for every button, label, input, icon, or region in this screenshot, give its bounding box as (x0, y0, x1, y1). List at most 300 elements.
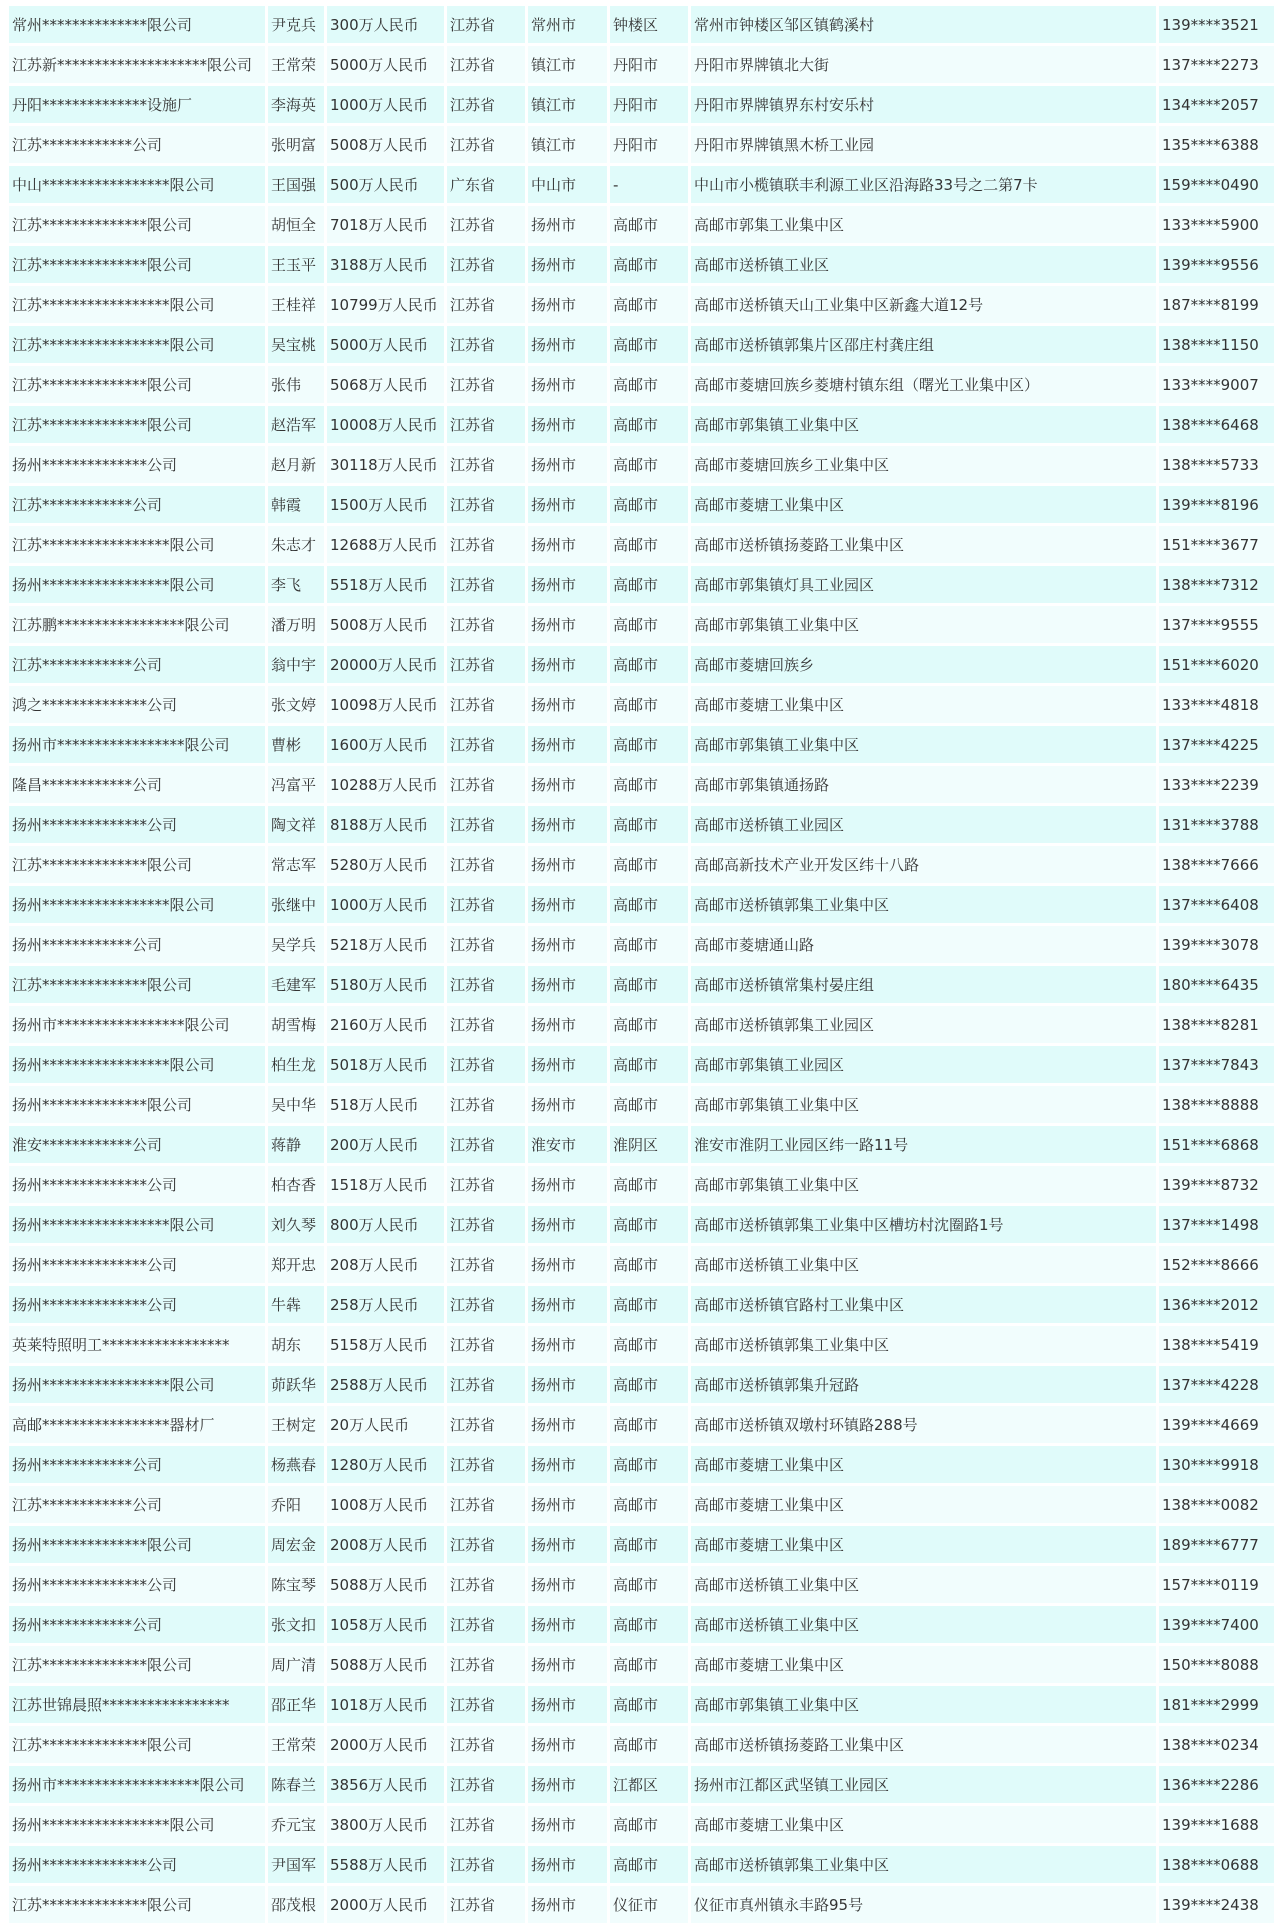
company-name-cell: 江苏**************限公司 (9, 366, 265, 403)
company-name-cell: 高邮*****************器材厂 (9, 1406, 265, 1443)
phone-cell: 138****7666 (1159, 846, 1274, 883)
address-cell: 仪征市真州镇永丰路95号 (691, 1886, 1156, 1923)
city-cell: 扬州市 (528, 566, 607, 603)
address-cell: 高邮市菱塘工业集中区 (691, 1446, 1156, 1483)
registered-capital-cell: 2588万人民币 (327, 1366, 444, 1403)
legal-rep-cell: 尹克兵 (268, 6, 324, 43)
table-row (9, 1486, 1274, 1523)
province-cell: 江苏省 (447, 1726, 525, 1763)
phone-cell: 151****3677 (1159, 526, 1274, 563)
table-row (9, 1286, 1274, 1323)
phone-cell: 139****3078 (1159, 926, 1274, 963)
address-cell: 高邮市送桥镇扬菱路工业集中区 (691, 526, 1156, 563)
address-cell: 淮安市淮阴工业园区纬一路11号 (691, 1126, 1156, 1163)
table-row (9, 166, 1274, 203)
table-row (9, 1726, 1274, 1763)
phone-cell: 137****2273 (1159, 46, 1274, 83)
phone-cell: 138****0082 (1159, 1486, 1274, 1523)
table-row (9, 1046, 1274, 1083)
city-cell: 扬州市 (528, 1406, 607, 1443)
legal-rep-cell: 胡恒全 (268, 206, 324, 243)
company-name-cell: 扬州**************公司 (9, 1166, 265, 1203)
table-row (9, 1246, 1274, 1283)
table-row (9, 1366, 1274, 1403)
legal-rep-cell: 李飞 (268, 566, 324, 603)
registered-capital-cell: 2000万人民币 (327, 1726, 444, 1763)
table-row (9, 1526, 1274, 1563)
phone-cell: 139****9556 (1159, 246, 1274, 283)
table-row (9, 966, 1274, 1003)
company-name-cell: 江苏鹏*****************限公司 (9, 606, 265, 643)
legal-rep-cell: 常志军 (268, 846, 324, 883)
city-cell: 扬州市 (528, 686, 607, 723)
table-row (9, 1086, 1274, 1123)
table-row (9, 1126, 1274, 1163)
address-cell: 高邮市菱塘工业集中区 (691, 1646, 1156, 1683)
table-row (9, 1406, 1274, 1443)
province-cell: 江苏省 (447, 406, 525, 443)
company-name-cell: 常州**************限公司 (9, 6, 265, 43)
phone-cell: 137****6408 (1159, 886, 1274, 923)
city-cell: 扬州市 (528, 246, 607, 283)
table-row (9, 1846, 1274, 1883)
district-cell: 丹阳市 (610, 86, 688, 123)
city-cell: 扬州市 (528, 206, 607, 243)
province-cell: 江苏省 (447, 486, 525, 523)
phone-cell: 130****9918 (1159, 1446, 1274, 1483)
province-cell: 江苏省 (447, 1326, 525, 1363)
table-row (9, 1766, 1274, 1803)
phone-cell: 138****5419 (1159, 1326, 1274, 1363)
company-name-cell: 江苏**************限公司 (9, 1886, 265, 1923)
registered-capital-cell: 1000万人民币 (327, 86, 444, 123)
company-table (6, 3, 1277, 1926)
address-cell: 高邮市菱塘通山路 (691, 926, 1156, 963)
table-row (9, 1166, 1274, 1203)
phone-cell: 133****4818 (1159, 686, 1274, 723)
province-cell: 江苏省 (447, 846, 525, 883)
district-cell: 高邮市 (610, 1286, 688, 1323)
phone-cell: 138****6468 (1159, 406, 1274, 443)
province-cell: 江苏省 (447, 6, 525, 43)
province-cell: 江苏省 (447, 446, 525, 483)
legal-rep-cell: 乔阳 (268, 1486, 324, 1523)
registered-capital-cell: 5008万人民币 (327, 606, 444, 643)
address-cell: 高邮市送桥镇工业集中区 (691, 1606, 1156, 1643)
registered-capital-cell: 5180万人民币 (327, 966, 444, 1003)
district-cell: 高邮市 (610, 1646, 688, 1683)
legal-rep-cell: 周广清 (268, 1646, 324, 1683)
company-name-cell: 扬州*****************限公司 (9, 886, 265, 923)
district-cell: 高邮市 (610, 806, 688, 843)
company-name-cell: 江苏************公司 (9, 646, 265, 683)
province-cell: 江苏省 (447, 1646, 525, 1683)
registered-capital-cell: 20万人民币 (327, 1406, 444, 1443)
district-cell: 高邮市 (610, 646, 688, 683)
registered-capital-cell: 1280万人民币 (327, 1446, 444, 1483)
company-name-cell: 江苏**************限公司 (9, 206, 265, 243)
company-name-cell: 江苏************公司 (9, 1486, 265, 1523)
registered-capital-cell: 5158万人民币 (327, 1326, 444, 1363)
address-cell: 高邮市送桥镇工业集中区 (691, 1566, 1156, 1603)
table-row (9, 1446, 1274, 1483)
legal-rep-cell: 王国强 (268, 166, 324, 203)
company-name-cell: 隆昌************公司 (9, 766, 265, 803)
city-cell: 扬州市 (528, 926, 607, 963)
registered-capital-cell: 800万人民币 (327, 1206, 444, 1243)
province-cell: 江苏省 (447, 286, 525, 323)
city-cell: 扬州市 (528, 1006, 607, 1043)
table-row (9, 646, 1274, 683)
registered-capital-cell: 2008万人民币 (327, 1526, 444, 1563)
phone-cell: 181****2999 (1159, 1686, 1274, 1723)
district-cell: 高邮市 (610, 1686, 688, 1723)
legal-rep-cell: 王常荣 (268, 46, 324, 83)
province-cell: 江苏省 (447, 1246, 525, 1283)
district-cell: 高邮市 (610, 1486, 688, 1523)
district-cell: 高邮市 (610, 606, 688, 643)
phone-cell: 135****6388 (1159, 126, 1274, 163)
district-cell: 高邮市 (610, 206, 688, 243)
address-cell: 高邮市送桥镇郭集工业集中区槽坊村沈圈路1号 (691, 1206, 1156, 1243)
table-row (9, 1686, 1274, 1723)
table-row (9, 686, 1274, 723)
legal-rep-cell: 冯富平 (268, 766, 324, 803)
address-cell: 高邮市送桥镇双墩村环镇路288号 (691, 1406, 1156, 1443)
address-cell: 高邮高新技术产业开发区纬十八路 (691, 846, 1156, 883)
company-name-cell: 扬州市*******************限公司 (9, 1766, 265, 1803)
province-cell: 江苏省 (447, 1566, 525, 1603)
company-name-cell: 江苏************公司 (9, 486, 265, 523)
phone-cell: 138****0688 (1159, 1846, 1274, 1883)
address-cell: 高邮市送桥镇工业区 (691, 246, 1156, 283)
legal-rep-cell: 张伟 (268, 366, 324, 403)
registered-capital-cell: 5280万人民币 (327, 846, 444, 883)
district-cell: 高邮市 (610, 846, 688, 883)
table-row (9, 846, 1274, 883)
province-cell: 江苏省 (447, 1806, 525, 1843)
district-cell: 高邮市 (610, 1606, 688, 1643)
legal-rep-cell: 曹彬 (268, 726, 324, 763)
phone-cell: 138****1150 (1159, 326, 1274, 363)
phone-cell: 137****4225 (1159, 726, 1274, 763)
city-cell: 扬州市 (528, 1446, 607, 1483)
table-row (9, 926, 1274, 963)
district-cell: 高邮市 (610, 326, 688, 363)
phone-cell: 138****8888 (1159, 1086, 1274, 1123)
registered-capital-cell: 2160万人民币 (327, 1006, 444, 1043)
city-cell: 中山市 (528, 166, 607, 203)
address-cell: 高邮市郭集镇工业集中区 (691, 1166, 1156, 1203)
city-cell: 扬州市 (528, 1286, 607, 1323)
province-cell: 江苏省 (447, 366, 525, 403)
district-cell: 高邮市 (610, 1846, 688, 1883)
district-cell: 高邮市 (610, 1326, 688, 1363)
registered-capital-cell: 5008万人民币 (327, 126, 444, 163)
registered-capital-cell: 8188万人民币 (327, 806, 444, 843)
company-name-cell: 英莱特照明工***************** (9, 1326, 265, 1363)
phone-cell: 139****7400 (1159, 1606, 1274, 1643)
legal-rep-cell: 王玉平 (268, 246, 324, 283)
district-cell: 高邮市 (610, 486, 688, 523)
registered-capital-cell: 5000万人民币 (327, 46, 444, 83)
legal-rep-cell: 乔元宝 (268, 1806, 324, 1843)
province-cell: 江苏省 (447, 1686, 525, 1723)
address-cell: 高邮市菱塘工业集中区 (691, 486, 1156, 523)
district-cell: 丹阳市 (610, 126, 688, 163)
district-cell: 高邮市 (610, 766, 688, 803)
district-cell: - (610, 166, 688, 203)
district-cell: 高邮市 (610, 1206, 688, 1243)
legal-rep-cell: 茆跃华 (268, 1366, 324, 1403)
address-cell: 高邮市郭集镇工业集中区 (691, 1686, 1156, 1723)
city-cell: 扬州市 (528, 1326, 607, 1363)
address-cell: 常州市钟楼区邹区镇鹤溪村 (691, 6, 1156, 43)
phone-cell: 151****6868 (1159, 1126, 1274, 1163)
district-cell: 高邮市 (610, 1446, 688, 1483)
table-row (9, 886, 1274, 923)
registered-capital-cell: 3856万人民币 (327, 1766, 444, 1803)
district-cell: 高邮市 (610, 1406, 688, 1443)
district-cell: 高邮市 (610, 286, 688, 323)
district-cell: 高邮市 (610, 886, 688, 923)
city-cell: 扬州市 (528, 1886, 607, 1923)
company-name-cell: 淮安************公司 (9, 1126, 265, 1163)
city-cell: 扬州市 (528, 486, 607, 523)
table-row (9, 46, 1274, 83)
phone-cell: 151****6020 (1159, 646, 1274, 683)
table-row (9, 766, 1274, 803)
address-cell: 丹阳市界牌镇北大街 (691, 46, 1156, 83)
legal-rep-cell: 张文婷 (268, 686, 324, 723)
table-row (9, 566, 1274, 603)
company-name-cell: 江苏************公司 (9, 126, 265, 163)
phone-cell: 137****1498 (1159, 1206, 1274, 1243)
province-cell: 江苏省 (447, 1766, 525, 1803)
district-cell: 高邮市 (610, 1166, 688, 1203)
province-cell: 江苏省 (447, 926, 525, 963)
registered-capital-cell: 1058万人民币 (327, 1606, 444, 1643)
legal-rep-cell: 赵月新 (268, 446, 324, 483)
phone-cell: 152****8666 (1159, 1246, 1274, 1283)
legal-rep-cell: 潘万明 (268, 606, 324, 643)
table-row (9, 1206, 1274, 1243)
table-row (9, 326, 1274, 363)
province-cell: 江苏省 (447, 1486, 525, 1523)
province-cell: 江苏省 (447, 1406, 525, 1443)
province-cell: 江苏省 (447, 46, 525, 83)
registered-capital-cell: 10008万人民币 (327, 406, 444, 443)
city-cell: 常州市 (528, 6, 607, 43)
city-cell: 扬州市 (528, 1686, 607, 1723)
district-cell: 高邮市 (610, 726, 688, 763)
legal-rep-cell: 朱志才 (268, 526, 324, 563)
phone-cell: 139****2438 (1159, 1886, 1274, 1923)
province-cell: 江苏省 (447, 1526, 525, 1563)
address-cell: 高邮市送桥镇郭集工业集中区 (691, 1326, 1156, 1363)
province-cell: 江苏省 (447, 1846, 525, 1883)
district-cell: 高邮市 (610, 1046, 688, 1083)
province-cell: 江苏省 (447, 86, 525, 123)
province-cell: 江苏省 (447, 726, 525, 763)
city-cell: 扬州市 (528, 1086, 607, 1123)
district-cell: 高邮市 (610, 1806, 688, 1843)
company-name-cell: 扬州**************公司 (9, 1246, 265, 1283)
phone-cell: 139****4669 (1159, 1406, 1274, 1443)
legal-rep-cell: 郑开忠 (268, 1246, 324, 1283)
province-cell: 广东省 (447, 166, 525, 203)
legal-rep-cell: 陶文祥 (268, 806, 324, 843)
address-cell: 高邮市郭集工业集中区 (691, 206, 1156, 243)
province-cell: 江苏省 (447, 1446, 525, 1483)
legal-rep-cell: 张明富 (268, 126, 324, 163)
company-name-cell: 扬州************公司 (9, 1606, 265, 1643)
registered-capital-cell: 200万人民币 (327, 1126, 444, 1163)
table-row (9, 1806, 1274, 1843)
district-cell: 高邮市 (610, 246, 688, 283)
province-cell: 江苏省 (447, 806, 525, 843)
phone-cell: 137****7843 (1159, 1046, 1274, 1083)
legal-rep-cell: 杨燕春 (268, 1446, 324, 1483)
province-cell: 江苏省 (447, 686, 525, 723)
registered-capital-cell: 1008万人民币 (327, 1486, 444, 1523)
city-cell: 扬州市 (528, 1486, 607, 1523)
registered-capital-cell: 5588万人民币 (327, 1846, 444, 1883)
district-cell: 江都区 (610, 1766, 688, 1803)
province-cell: 江苏省 (447, 126, 525, 163)
address-cell: 高邮市菱塘回族乡菱塘村镇东组（曙光工业集中区） (691, 366, 1156, 403)
city-cell: 扬州市 (528, 766, 607, 803)
phone-cell: 157****0119 (1159, 1566, 1274, 1603)
company-name-cell: 扬州**************公司 (9, 1566, 265, 1603)
district-cell: 高邮市 (610, 1086, 688, 1123)
city-cell: 扬州市 (528, 1206, 607, 1243)
city-cell: 扬州市 (528, 1526, 607, 1563)
province-cell: 江苏省 (447, 1126, 525, 1163)
city-cell: 扬州市 (528, 366, 607, 403)
legal-rep-cell: 毛建军 (268, 966, 324, 1003)
company-name-cell: 扬州************公司 (9, 926, 265, 963)
table-row (9, 1606, 1274, 1643)
phone-cell: 133****2239 (1159, 766, 1274, 803)
district-cell: 高邮市 (610, 1726, 688, 1763)
district-cell: 高邮市 (610, 966, 688, 1003)
city-cell: 镇江市 (528, 126, 607, 163)
city-cell: 扬州市 (528, 606, 607, 643)
phone-cell: 133****5900 (1159, 206, 1274, 243)
company-name-cell: 江苏**************限公司 (9, 846, 265, 883)
company-name-cell: 江苏**************限公司 (9, 1726, 265, 1763)
registered-capital-cell: 7018万人民币 (327, 206, 444, 243)
district-cell: 高邮市 (610, 566, 688, 603)
district-cell: 高邮市 (610, 1006, 688, 1043)
address-cell: 高邮市菱塘工业集中区 (691, 1486, 1156, 1523)
registered-capital-cell: 3188万人民币 (327, 246, 444, 283)
legal-rep-cell: 吴学兵 (268, 926, 324, 963)
phone-cell: 159****0490 (1159, 166, 1274, 203)
district-cell: 高邮市 (610, 1526, 688, 1563)
table-row (9, 6, 1274, 43)
province-cell: 江苏省 (447, 1886, 525, 1923)
company-name-cell: 扬州市*****************限公司 (9, 1006, 265, 1043)
legal-rep-cell: 吴中华 (268, 1086, 324, 1123)
registered-capital-cell: 208万人民币 (327, 1246, 444, 1283)
province-cell: 江苏省 (447, 606, 525, 643)
district-cell: 丹阳市 (610, 46, 688, 83)
phone-cell: 138****7312 (1159, 566, 1274, 603)
table-row (9, 1006, 1274, 1043)
province-cell: 江苏省 (447, 766, 525, 803)
company-name-cell: 扬州*****************限公司 (9, 566, 265, 603)
legal-rep-cell: 韩霞 (268, 486, 324, 523)
address-cell: 丹阳市界牌镇黑木桥工业园 (691, 126, 1156, 163)
address-cell: 中山市小榄镇联丰利源工业区沿海路33号之二第7卡 (691, 166, 1156, 203)
phone-cell: 150****8088 (1159, 1646, 1274, 1683)
district-cell: 高邮市 (610, 926, 688, 963)
district-cell: 淮阴区 (610, 1126, 688, 1163)
company-name-cell: 中山*****************限公司 (9, 166, 265, 203)
company-name-cell: 江苏*****************限公司 (9, 286, 265, 323)
registered-capital-cell: 5000万人民币 (327, 326, 444, 363)
province-cell: 江苏省 (447, 1046, 525, 1083)
phone-cell: 137****9555 (1159, 606, 1274, 643)
address-cell: 高邮市送桥镇扬菱路工业集中区 (691, 1726, 1156, 1763)
registered-capital-cell: 500万人民币 (327, 166, 444, 203)
district-cell: 高邮市 (610, 686, 688, 723)
province-cell: 江苏省 (447, 646, 525, 683)
city-cell: 镇江市 (528, 86, 607, 123)
table-row (9, 486, 1274, 523)
company-name-cell: 扬州*****************限公司 (9, 1046, 265, 1083)
phone-cell: 136****2012 (1159, 1286, 1274, 1323)
address-cell: 丹阳市界牌镇界东村安乐村 (691, 86, 1156, 123)
registered-capital-cell: 10098万人民币 (327, 686, 444, 723)
table-row (9, 86, 1274, 123)
address-cell: 高邮市送桥镇郭集工业园区 (691, 1006, 1156, 1043)
phone-cell: 139****1688 (1159, 1806, 1274, 1843)
table-row (9, 606, 1274, 643)
company-name-cell: 扬州**************限公司 (9, 1526, 265, 1563)
address-cell: 扬州市江都区武坚镇工业园区 (691, 1766, 1156, 1803)
company-name-cell: 扬州**************公司 (9, 1846, 265, 1883)
address-cell: 高邮市菱塘工业集中区 (691, 1526, 1156, 1563)
company-name-cell: 江苏**************限公司 (9, 246, 265, 283)
district-cell: 高邮市 (610, 1246, 688, 1283)
table-body (9, 6, 1274, 1923)
registered-capital-cell: 300万人民币 (327, 6, 444, 43)
legal-rep-cell: 柏生龙 (268, 1046, 324, 1083)
address-cell: 高邮市菱塘回族乡工业集中区 (691, 446, 1156, 483)
phone-cell: 189****6777 (1159, 1526, 1274, 1563)
address-cell: 高邮市郭集镇灯具工业园区 (691, 566, 1156, 603)
phone-cell: 138****5733 (1159, 446, 1274, 483)
table-row (9, 366, 1274, 403)
phone-cell: 134****2057 (1159, 86, 1274, 123)
registered-capital-cell: 1000万人民币 (327, 886, 444, 923)
registered-capital-cell: 1018万人民币 (327, 1686, 444, 1723)
province-cell: 江苏省 (447, 206, 525, 243)
phone-cell: 139****8196 (1159, 486, 1274, 523)
phone-cell: 180****6435 (1159, 966, 1274, 1003)
registered-capital-cell: 20000万人民币 (327, 646, 444, 683)
city-cell: 扬州市 (528, 526, 607, 563)
city-cell: 扬州市 (528, 1646, 607, 1683)
registered-capital-cell: 5068万人民币 (327, 366, 444, 403)
city-cell: 扬州市 (528, 1606, 607, 1643)
company-name-cell: 江苏*****************限公司 (9, 526, 265, 563)
province-cell: 江苏省 (447, 1006, 525, 1043)
district-cell: 高邮市 (610, 1566, 688, 1603)
